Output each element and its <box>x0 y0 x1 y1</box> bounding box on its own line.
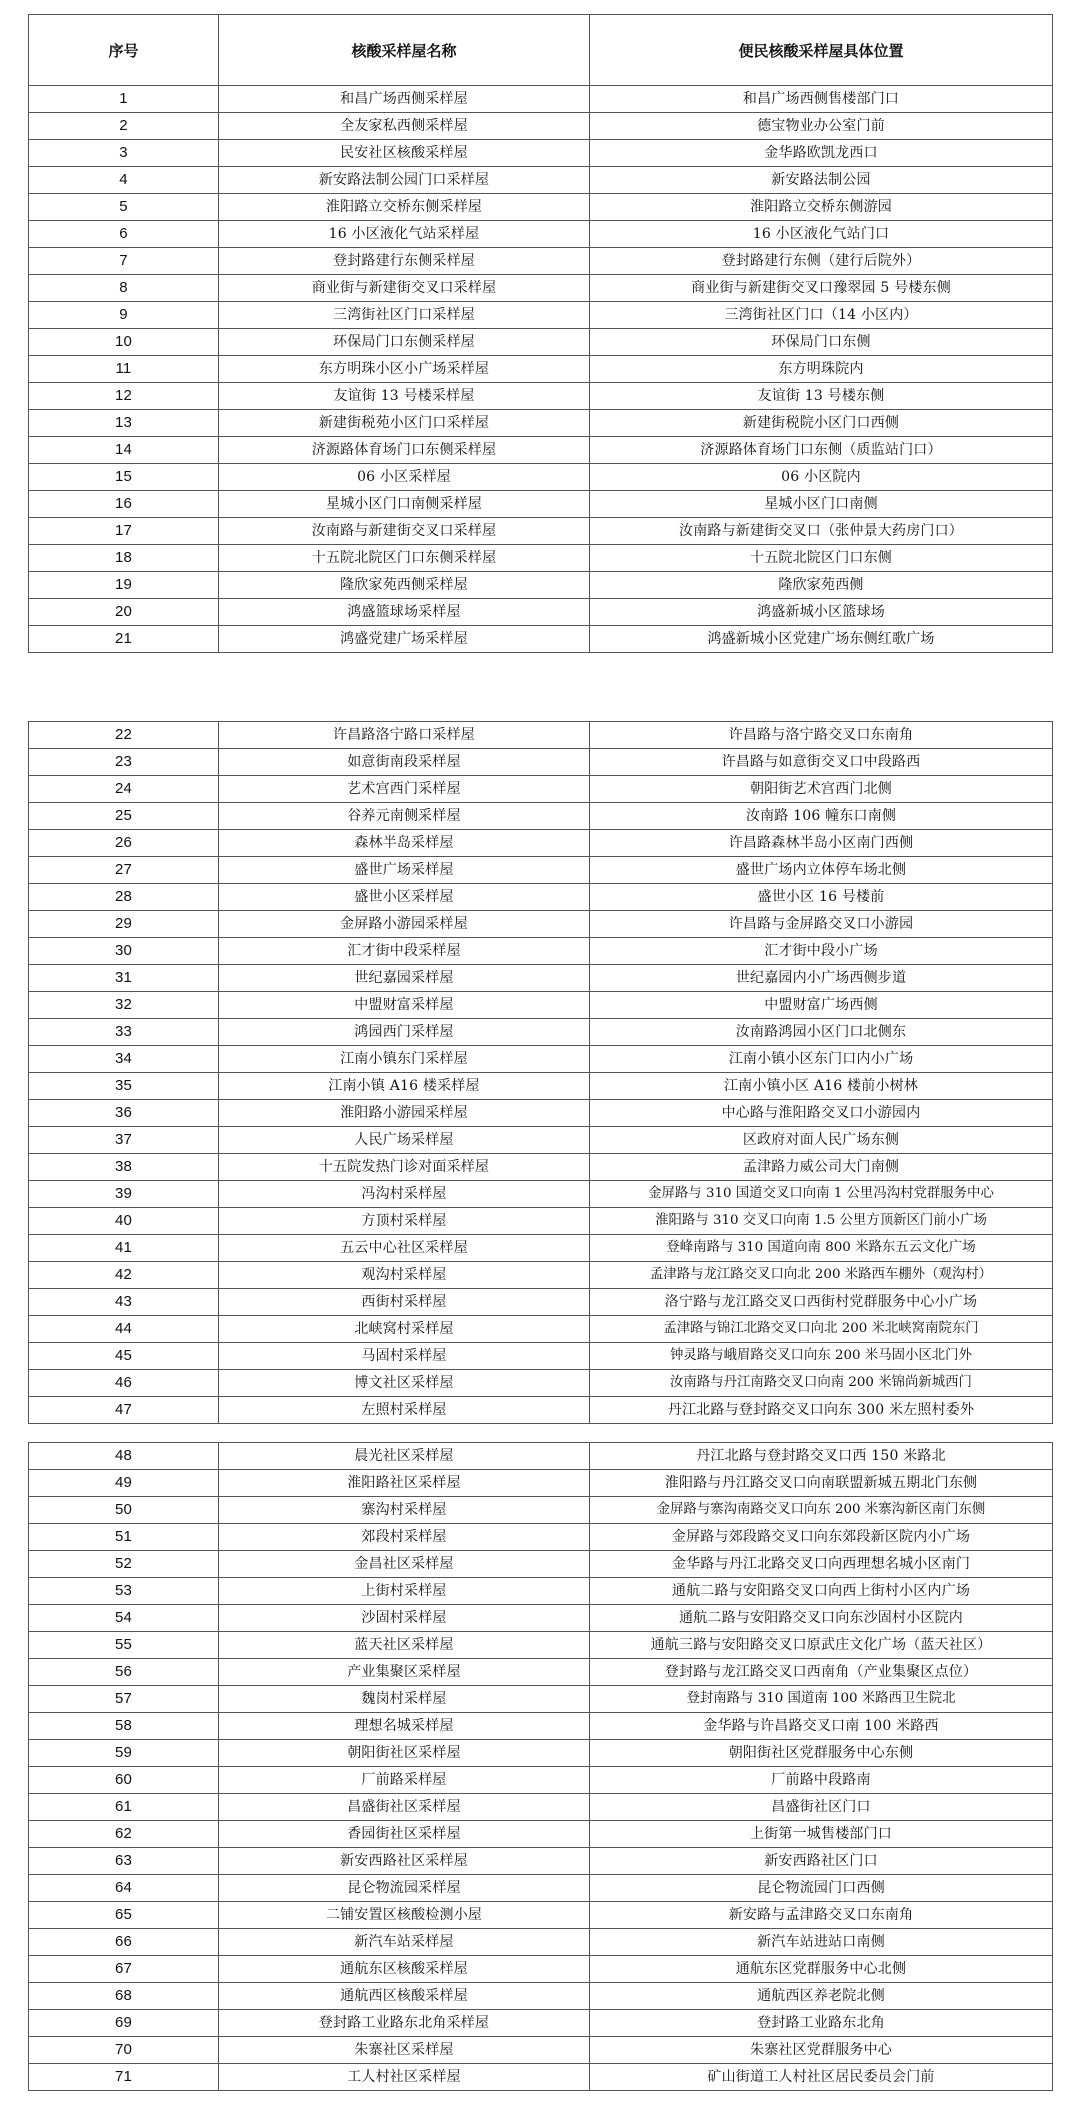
booth-name: 沙固村采样屋 <box>219 1605 590 1632</box>
booth-location: 汝南路与丹江南路交叉口向南 200 米锦尚新城西门 <box>590 1370 1053 1397</box>
booth-location: 新安路与孟津路交叉口东南角 <box>590 1902 1053 1929</box>
booth-location: 济源路体育场门口东侧（质监站门口） <box>590 437 1053 464</box>
row-index: 43 <box>29 1289 219 1316</box>
booth-location: 通航东区党群服务中心北侧 <box>590 1956 1053 1983</box>
row-index: 34 <box>29 1046 219 1073</box>
table-row <box>29 1848 1053 1875</box>
booth-location: 金华路欧凯龙西口 <box>590 140 1053 167</box>
booth-name: 北峡窝村采样屋 <box>219 1316 590 1343</box>
table-row <box>29 1659 1053 1686</box>
booth-name: 汇才街中段采样屋 <box>219 938 590 965</box>
row-index: 29 <box>29 911 219 938</box>
booth-location: 环保局门口东侧 <box>590 329 1053 356</box>
booth-name: 和昌广场西侧采样屋 <box>219 86 590 113</box>
booth-location: 朱寨社区党群服务中心 <box>590 2037 1053 2064</box>
row-index: 50 <box>29 1497 219 1524</box>
booth-location: 昌盛街社区门口 <box>590 1794 1053 1821</box>
table-row <box>29 1343 1053 1370</box>
booth-location: 通航二路与安阳路交叉口向东沙固村小区院内 <box>590 1605 1053 1632</box>
table-row <box>29 329 1053 356</box>
table-row <box>29 938 1053 965</box>
row-index: 10 <box>29 329 219 356</box>
table-row <box>29 1983 1053 2010</box>
row-index: 27 <box>29 857 219 884</box>
table-row <box>29 1262 1053 1289</box>
booth-location: 新安路法制公园 <box>590 167 1053 194</box>
booth-location: 淮阳路立交桥东侧游园 <box>590 194 1053 221</box>
row-index: 56 <box>29 1659 219 1686</box>
table-row <box>29 965 1053 992</box>
booth-name: 理想名城采样屋 <box>219 1713 590 1740</box>
booth-location: 金屏路与寨沟南路交叉口向东 200 米寨沟新区南门东侧 <box>590 1497 1053 1524</box>
booth-name: 朝阳街社区采样屋 <box>219 1740 590 1767</box>
booth-name: 森林半岛采样屋 <box>219 830 590 857</box>
booth-location: 洛宁路与龙江路交叉口西街村党群服务中心小广场 <box>590 1289 1053 1316</box>
table-row <box>29 221 1053 248</box>
booth-name: 鸿园西门采样屋 <box>219 1019 590 1046</box>
row-index: 55 <box>29 1632 219 1659</box>
row-index: 2 <box>29 113 219 140</box>
row-index: 54 <box>29 1605 219 1632</box>
table-row <box>29 1956 1053 1983</box>
booth-location: 中心路与淮阳路交叉口小游园内 <box>590 1100 1053 1127</box>
booth-location: 金屏路与郊段路交叉口向东郊段新区院内小广场 <box>590 1524 1053 1551</box>
table-row <box>29 857 1053 884</box>
booth-name: 鸿盛篮球场采样屋 <box>219 599 590 626</box>
booth-name: 冯沟村采样屋 <box>219 1181 590 1208</box>
table-row <box>29 992 1053 1019</box>
booth-name: 寨沟村采样屋 <box>219 1497 590 1524</box>
table-section-2 <box>28 721 1053 1424</box>
booth-location: 06 小区院内 <box>590 464 1053 491</box>
booth-location: 中盟财富广场西侧 <box>590 992 1053 1019</box>
booth-location: 登封南路与 310 国道南 100 米路西卫生院北 <box>590 1686 1053 1713</box>
booth-location: 上街第一城售楼部门口 <box>590 1821 1053 1848</box>
row-index: 20 <box>29 599 219 626</box>
booth-location: 淮阳路与丹江路交叉口向南联盟新城五期北门东侧 <box>590 1470 1053 1497</box>
table-row <box>29 248 1053 275</box>
booth-location: 盛世小区 16 号楼前 <box>590 884 1053 911</box>
table-row <box>29 911 1053 938</box>
booth-name: 金屏路小游园采样屋 <box>219 911 590 938</box>
row-index: 59 <box>29 1740 219 1767</box>
booth-name: 盛世广场采样屋 <box>219 857 590 884</box>
booth-location: 登封路工业路东北角 <box>590 2010 1053 2037</box>
booth-location: 通航二路与安阳路交叉口向西上街村小区内广场 <box>590 1578 1053 1605</box>
booth-name: 淮阳路社区采样屋 <box>219 1470 590 1497</box>
booth-name: 五云中心社区采样屋 <box>219 1235 590 1262</box>
booth-location: 世纪嘉园内小广场西侧步道 <box>590 965 1053 992</box>
table-row <box>29 1497 1053 1524</box>
table-row <box>29 2037 1053 2064</box>
booth-name: 昆仑物流园采样屋 <box>219 1875 590 1902</box>
row-index: 41 <box>29 1235 219 1262</box>
booth-location: 朝阳街艺术宫西门北侧 <box>590 776 1053 803</box>
booth-name: 通航西区核酸采样屋 <box>219 1983 590 2010</box>
booth-location: 登峰南路与 310 国道向南 800 米路东五云文化广场 <box>590 1235 1053 1262</box>
row-index: 35 <box>29 1073 219 1100</box>
table-row <box>29 1443 1053 1470</box>
booth-location: 和昌广场西侧售楼部门口 <box>590 86 1053 113</box>
booth-location: 友谊街 13 号楼东侧 <box>590 383 1053 410</box>
booth-name: 登封路工业路东北角采样屋 <box>219 2010 590 2037</box>
table-row <box>29 1289 1053 1316</box>
booth-name: 东方明珠小区小广场采样屋 <box>219 356 590 383</box>
row-index: 53 <box>29 1578 219 1605</box>
row-index: 7 <box>29 248 219 275</box>
booth-name: 淮阳路小游园采样屋 <box>219 1100 590 1127</box>
booth-name: 全友家私西侧采样屋 <box>219 113 590 140</box>
booth-name: 产业集聚区采样屋 <box>219 1659 590 1686</box>
booth-name: 晨光社区采样屋 <box>219 1443 590 1470</box>
booth-location: 16 小区液化气站门口 <box>590 221 1053 248</box>
row-index: 30 <box>29 938 219 965</box>
booth-name: 十五院发热门诊对面采样屋 <box>219 1154 590 1181</box>
booth-location: 盛世广场内立体停车场北侧 <box>590 857 1053 884</box>
booth-name: 艺术宫西门采样屋 <box>219 776 590 803</box>
booth-name: 商业街与新建街交叉口采样屋 <box>219 275 590 302</box>
booth-name: 通航东区核酸采样屋 <box>219 1956 590 1983</box>
booth-location: 德宝物业办公室门前 <box>590 113 1053 140</box>
table-row <box>29 1208 1053 1235</box>
booth-location: 汝南路鸿园小区门口北侧东 <box>590 1019 1053 1046</box>
booth-name: 谷养元南侧采样屋 <box>219 803 590 830</box>
booth-location: 隆欣家苑西侧 <box>590 572 1053 599</box>
row-index: 15 <box>29 464 219 491</box>
row-index: 46 <box>29 1370 219 1397</box>
booth-name: 工人村社区采样屋 <box>219 2064 590 2091</box>
booth-location: 江南小镇小区 A16 楼前小树林 <box>590 1073 1053 1100</box>
booth-name: 汝南路与新建街交叉口采样屋 <box>219 518 590 545</box>
booth-name: 隆欣家苑西侧采样屋 <box>219 572 590 599</box>
header-index: 序号 <box>29 15 219 86</box>
table-row <box>29 1019 1053 1046</box>
table-row <box>29 1470 1053 1497</box>
table-row <box>29 572 1053 599</box>
row-index: 61 <box>29 1794 219 1821</box>
table-row <box>29 626 1053 653</box>
table-section-1 <box>28 14 1053 653</box>
row-index: 47 <box>29 1397 219 1424</box>
table-row <box>29 1929 1053 1956</box>
booth-name: 世纪嘉园采样屋 <box>219 965 590 992</box>
booth-location: 星城小区门口南侧 <box>590 491 1053 518</box>
row-index: 62 <box>29 1821 219 1848</box>
table-row <box>29 437 1053 464</box>
table-row <box>29 1154 1053 1181</box>
booth-location: 许昌路与洛宁路交叉口东南角 <box>590 722 1053 749</box>
booth-location: 汝南路与新建街交叉口（张仲景大药房门口） <box>590 518 1053 545</box>
booth-name: 江南小镇东门采样屋 <box>219 1046 590 1073</box>
table-row <box>29 545 1053 572</box>
row-index: 21 <box>29 626 219 653</box>
booth-location: 通航三路与安阳路交叉口原武庄文化广场（蓝天社区） <box>590 1632 1053 1659</box>
row-index: 65 <box>29 1902 219 1929</box>
booth-name: 16 小区液化气站采样屋 <box>219 221 590 248</box>
row-index: 18 <box>29 545 219 572</box>
table-row <box>29 86 1053 113</box>
booth-name: 香园街社区采样屋 <box>219 1821 590 1848</box>
booth-location: 汝南路 106 幢东口南侧 <box>590 803 1053 830</box>
booth-name: 西街村采样屋 <box>219 1289 590 1316</box>
booth-location: 商业街与新建街交叉口豫翠园 5 号楼东侧 <box>590 275 1053 302</box>
table-row <box>29 518 1053 545</box>
booth-name: 魏岗村采样屋 <box>219 1686 590 1713</box>
booth-location: 孟津路力威公司大门南侧 <box>590 1154 1053 1181</box>
row-index: 60 <box>29 1767 219 1794</box>
table-row <box>29 1632 1053 1659</box>
booth-name: 06 小区采样屋 <box>219 464 590 491</box>
booth-name: 朱寨社区采样屋 <box>219 2037 590 2064</box>
booth-location: 通航西区养老院北侧 <box>590 1983 1053 2010</box>
booth-name: 登封路建行东侧采样屋 <box>219 248 590 275</box>
booth-location: 许昌路与金屏路交叉口小游园 <box>590 911 1053 938</box>
table-row <box>29 1551 1053 1578</box>
table-row <box>29 599 1053 626</box>
booth-name: 许昌路洛宁路口采样屋 <box>219 722 590 749</box>
booth-location: 金华路与许昌路交叉口南 100 米路西 <box>590 1713 1053 1740</box>
table-row <box>29 1046 1053 1073</box>
row-index: 19 <box>29 572 219 599</box>
booth-name: 新安西路社区采样屋 <box>219 1848 590 1875</box>
booth-location: 鸿盛新城小区篮球场 <box>590 599 1053 626</box>
table-row <box>29 1316 1053 1343</box>
table-row <box>29 776 1053 803</box>
booth-location: 江南小镇小区东门口内小广场 <box>590 1046 1053 1073</box>
row-index: 45 <box>29 1343 219 1370</box>
row-index: 40 <box>29 1208 219 1235</box>
header-location: 便民核酸采样屋具体位置 <box>590 15 1053 86</box>
table-row <box>29 356 1053 383</box>
table-row <box>29 1605 1053 1632</box>
table-section-3 <box>28 1442 1053 2091</box>
table-row <box>29 275 1053 302</box>
row-index: 70 <box>29 2037 219 2064</box>
booth-location: 区政府对面人民广场东侧 <box>590 1127 1053 1154</box>
row-index: 4 <box>29 167 219 194</box>
row-index: 1 <box>29 86 219 113</box>
table-row <box>29 1767 1053 1794</box>
row-index: 32 <box>29 992 219 1019</box>
row-index: 67 <box>29 1956 219 1983</box>
table-row <box>29 1578 1053 1605</box>
booth-location: 登封路与龙江路交叉口西南角（产业集聚区点位） <box>590 1659 1053 1686</box>
booth-name: 环保局门口东侧采样屋 <box>219 329 590 356</box>
row-index: 58 <box>29 1713 219 1740</box>
row-index: 33 <box>29 1019 219 1046</box>
booth-name: 左照村采样屋 <box>219 1397 590 1424</box>
table-row <box>29 1524 1053 1551</box>
booth-location: 许昌路森林半岛小区南门西侧 <box>590 830 1053 857</box>
row-index: 66 <box>29 1929 219 1956</box>
row-index: 9 <box>29 302 219 329</box>
booth-location: 新建街税院小区门口西侧 <box>590 410 1053 437</box>
row-index: 16 <box>29 491 219 518</box>
booth-location: 丹江北路与登封路交叉口向东 300 米左照村委外 <box>590 1397 1053 1424</box>
booth-name: 新建街税苑小区门口采样屋 <box>219 410 590 437</box>
row-index: 71 <box>29 2064 219 2091</box>
table-row <box>29 1821 1053 1848</box>
row-index: 28 <box>29 884 219 911</box>
row-index: 3 <box>29 140 219 167</box>
booth-name: 观沟村采样屋 <box>219 1262 590 1289</box>
booth-location: 金屏路与 310 国道交叉口向南 1 公里冯沟村党群服务中心 <box>590 1181 1053 1208</box>
row-index: 24 <box>29 776 219 803</box>
booth-name: 淮阳路立交桥东侧采样屋 <box>219 194 590 221</box>
booth-name: 新安路法制公园门口采样屋 <box>219 167 590 194</box>
booth-name: 三湾街社区门口采样屋 <box>219 302 590 329</box>
table-row <box>29 113 1053 140</box>
booth-location: 昆仑物流园门口西侧 <box>590 1875 1053 1902</box>
row-index: 23 <box>29 749 219 776</box>
row-index: 69 <box>29 2010 219 2037</box>
booth-name: 方顶村采样屋 <box>219 1208 590 1235</box>
row-index: 51 <box>29 1524 219 1551</box>
booth-name: 民安社区核酸采样屋 <box>219 140 590 167</box>
table-row <box>29 1902 1053 1929</box>
table-row <box>29 1235 1053 1262</box>
booth-location: 矿山街道工人村社区居民委员会门前 <box>590 2064 1053 2091</box>
booth-name: 星城小区门口南侧采样屋 <box>219 491 590 518</box>
row-index: 42 <box>29 1262 219 1289</box>
booth-name: 上街村采样屋 <box>219 1578 590 1605</box>
booth-name: 博文社区采样屋 <box>219 1370 590 1397</box>
row-index: 8 <box>29 275 219 302</box>
booth-name: 鸿盛党建广场采样屋 <box>219 626 590 653</box>
booth-location: 金华路与丹江北路交叉口向西理想名城小区南门 <box>590 1551 1053 1578</box>
header-booth-name: 核酸采样屋名称 <box>219 15 590 86</box>
booth-location: 丹江北路与登封路交叉口西 150 米路北 <box>590 1443 1053 1470</box>
booth-location: 新汽车站进站口南侧 <box>590 1929 1053 1956</box>
row-index: 38 <box>29 1154 219 1181</box>
booth-location: 十五院北院区门口东侧 <box>590 545 1053 572</box>
row-index: 57 <box>29 1686 219 1713</box>
table-row <box>29 464 1053 491</box>
booth-name: 金昌社区采样屋 <box>219 1551 590 1578</box>
row-index: 68 <box>29 1983 219 2010</box>
table-row <box>29 1370 1053 1397</box>
table-row <box>29 2064 1053 2091</box>
table-row <box>29 1397 1053 1424</box>
booth-name: 十五院北院区门口东侧采样屋 <box>219 545 590 572</box>
booth-name: 人民广场采样屋 <box>219 1127 590 1154</box>
booth-name: 蓝天社区采样屋 <box>219 1632 590 1659</box>
row-index: 22 <box>29 722 219 749</box>
row-index: 6 <box>29 221 219 248</box>
row-index: 39 <box>29 1181 219 1208</box>
booth-location: 许昌路与如意街交叉口中段路西 <box>590 749 1053 776</box>
booth-name: 友谊街 13 号楼采样屋 <box>219 383 590 410</box>
row-index: 52 <box>29 1551 219 1578</box>
booth-name: 江南小镇 A16 楼采样屋 <box>219 1073 590 1100</box>
booth-location: 鸿盛新城小区党建广场东侧红歌广场 <box>590 626 1053 653</box>
booth-location: 登封路建行东侧（建行后院外） <box>590 248 1053 275</box>
booth-name: 济源路体育场门口东侧采样屋 <box>219 437 590 464</box>
booth-location: 东方明珠院内 <box>590 356 1053 383</box>
row-index: 5 <box>29 194 219 221</box>
table-row <box>29 1181 1053 1208</box>
table-row <box>29 1073 1053 1100</box>
table-row <box>29 1686 1053 1713</box>
table-row <box>29 1127 1053 1154</box>
table-row <box>29 140 1053 167</box>
table-row <box>29 1100 1053 1127</box>
row-index: 31 <box>29 965 219 992</box>
row-index: 64 <box>29 1875 219 1902</box>
table-row <box>29 194 1053 221</box>
booth-name: 二铺安置区核酸检测小屋 <box>219 1902 590 1929</box>
table-row <box>29 302 1053 329</box>
booth-name: 马固村采样屋 <box>219 1343 590 1370</box>
table-row <box>29 383 1053 410</box>
table-row <box>29 722 1053 749</box>
row-index: 36 <box>29 1100 219 1127</box>
table-row <box>29 167 1053 194</box>
row-index: 11 <box>29 356 219 383</box>
booth-location: 淮阳路与 310 交叉口向南 1.5 公里方顶新区门前小广场 <box>590 1208 1053 1235</box>
row-index: 14 <box>29 437 219 464</box>
table-row <box>29 410 1053 437</box>
table-row <box>29 1794 1053 1821</box>
row-index: 17 <box>29 518 219 545</box>
booth-location: 钟灵路与峨眉路交叉口向东 200 米马固小区北门外 <box>590 1343 1053 1370</box>
table-row <box>29 830 1053 857</box>
booth-name: 新汽车站采样屋 <box>219 1929 590 1956</box>
row-index: 25 <box>29 803 219 830</box>
row-index: 63 <box>29 1848 219 1875</box>
booth-location: 新安西路社区门口 <box>590 1848 1053 1875</box>
booth-name: 昌盛街社区采样屋 <box>219 1794 590 1821</box>
row-index: 49 <box>29 1470 219 1497</box>
table-row <box>29 803 1053 830</box>
booth-name: 中盟财富采样屋 <box>219 992 590 1019</box>
row-index: 48 <box>29 1443 219 1470</box>
booth-name: 如意街南段采样屋 <box>219 749 590 776</box>
booth-location: 三湾街社区门口（14 小区内） <box>590 302 1053 329</box>
table-row <box>29 1713 1053 1740</box>
booth-name: 盛世小区采样屋 <box>219 884 590 911</box>
row-index: 26 <box>29 830 219 857</box>
booth-location: 孟津路与龙江路交叉口向北 200 米路西车棚外（观沟村） <box>590 1262 1053 1289</box>
row-index: 13 <box>29 410 219 437</box>
booth-location: 厂前路中段路南 <box>590 1767 1053 1794</box>
row-index: 37 <box>29 1127 219 1154</box>
table-row <box>29 749 1053 776</box>
booth-location: 孟津路与锦江北路交叉口向北 200 米北峡窝南院东门 <box>590 1316 1053 1343</box>
table-row <box>29 491 1053 518</box>
header-row <box>29 15 1053 86</box>
table-row <box>29 2010 1053 2037</box>
table-row <box>29 1740 1053 1767</box>
table-row <box>29 884 1053 911</box>
table-row <box>29 1875 1053 1902</box>
row-index: 44 <box>29 1316 219 1343</box>
row-index: 12 <box>29 383 219 410</box>
booth-name: 厂前路采样屋 <box>219 1767 590 1794</box>
booth-location: 汇才街中段小广场 <box>590 938 1053 965</box>
booth-location: 朝阳街社区党群服务中心东侧 <box>590 1740 1053 1767</box>
booth-name: 郊段村采样屋 <box>219 1524 590 1551</box>
